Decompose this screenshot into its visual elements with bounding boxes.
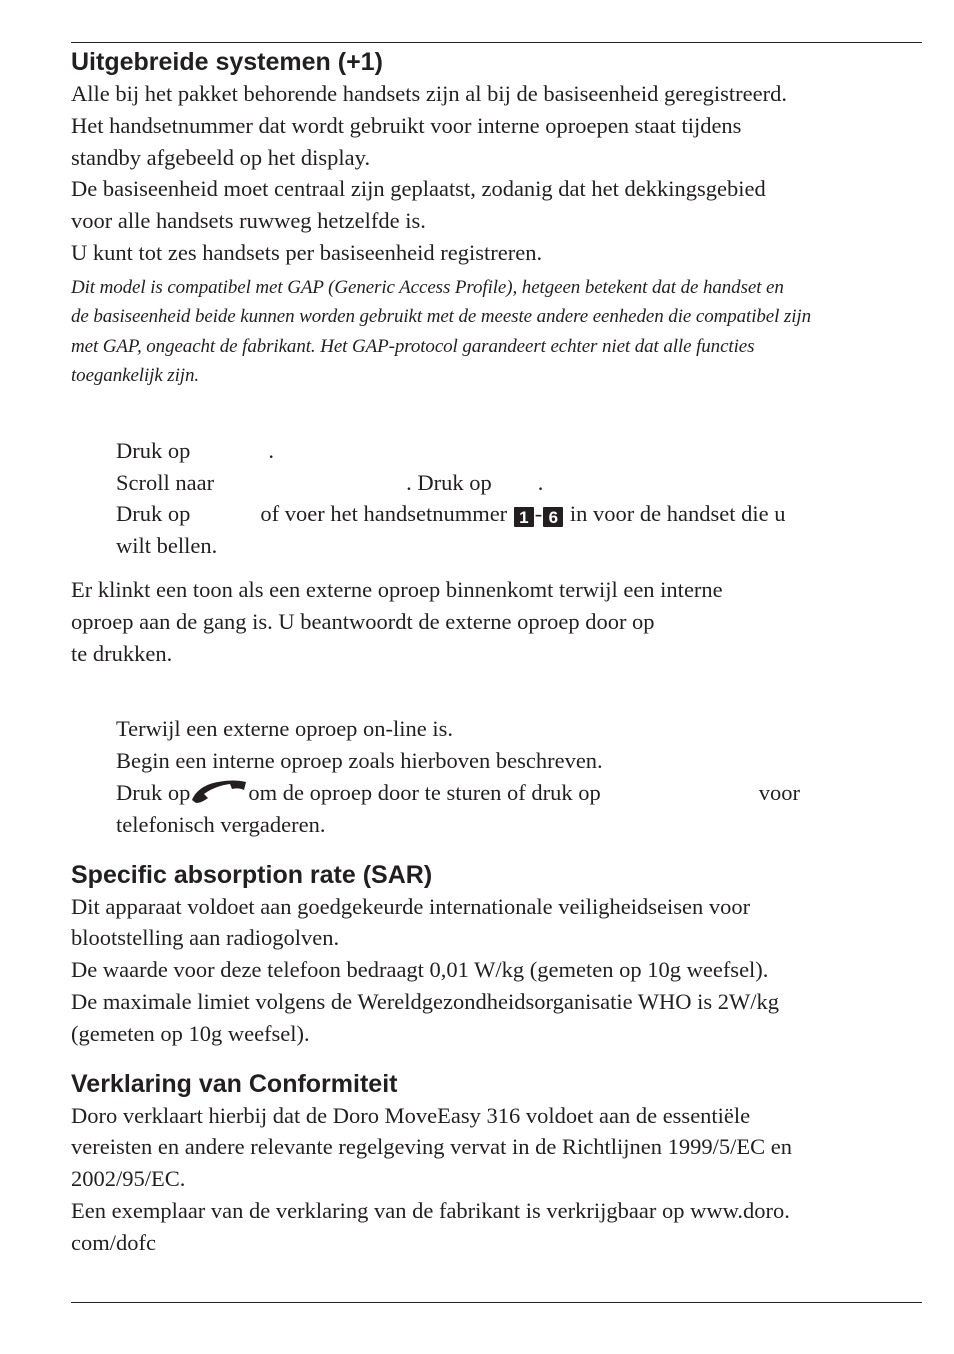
- key-1-icon: 1: [514, 507, 534, 527]
- step-3: [116, 498, 922, 530]
- paragraph-line: De waarde voor deze telefoon bedraagt 0,01 W/kg (gemeten op 10g weefsel).: [71, 957, 769, 983]
- section-heading-sar: Specific absorption rate (SAR): [71, 860, 433, 889]
- step-text: .: [537, 469, 544, 495]
- step-2: Begin een interne oproep zoals hierboven beschreven.: [116, 748, 603, 774]
- step-text: om de oproep door te sturen of druk op: [248, 779, 601, 805]
- paragraph-line: Doro verklaart hierbij dat de Doro MoveEasy 316 voldoet aan de essentiële: [71, 1102, 751, 1128]
- section-heading-extended-systems: Uitgebreide systemen (+1): [71, 48, 383, 76]
- paragraph-line: blootstelling aan radiogolven.: [71, 925, 340, 951]
- paragraph-line: Dit apparaat voldoet aan goedgekeurde internationale veiligheidseisen voor: [71, 893, 751, 919]
- paragraph-line: 2002/95/EC.: [71, 1166, 186, 1192]
- paragraph-line: voor alle handsets ruwweg hetzelfde is.: [71, 208, 426, 234]
- transfer-call-steps: [71, 713, 922, 840]
- step-text: voor: [758, 779, 801, 805]
- paragraph-line: oproep aan de gang is. U beantwoordt de externe oproep door op: [71, 608, 655, 634]
- note-line: toegankelijk zijn.: [71, 365, 199, 387]
- paragraph-line: vereisten en andere relevante regelgeving vervat in de Richtlijnen 1999/5/EC en: [71, 1134, 792, 1160]
- internal-call-steps: [71, 435, 922, 562]
- key-6-icon: 6: [543, 507, 563, 527]
- step-3-continued: telefonisch vergaderen.: [116, 811, 326, 837]
- step-text: Druk op: [116, 437, 191, 463]
- bottom-rule: [71, 1302, 922, 1303]
- paragraph-line: Het handsetnummer dat wordt gebruikt voor interne oproepen staat tijdens: [71, 112, 742, 138]
- paragraph-line: Er klinkt een toon als een externe oproep binnenkomt terwijl een interne: [71, 576, 723, 602]
- step-text: . Druk op: [406, 469, 492, 495]
- paragraph-line: De basiseenheid moet centraal zijn geplaatst, zodanig dat het dekkingsgebied: [71, 176, 766, 202]
- step-text: of voer het handsetnummer: [260, 501, 508, 527]
- step-text: -: [534, 501, 543, 527]
- step-text: Druk op: [116, 501, 191, 527]
- step-text: Druk op: [116, 779, 191, 805]
- document-page: [71, 46, 922, 1259]
- section-heading-conformity: Verklaring van Conformiteit: [71, 1069, 398, 1098]
- paragraph-line: te drukken.: [71, 640, 173, 666]
- step-3: [116, 777, 922, 809]
- step-1: Terwijl een externe oproep on-line is.: [116, 716, 454, 742]
- note-line: de basiseenheid beide kunnen worden gebruikt met de meeste andere eenheden die compatibel zijn: [71, 306, 811, 328]
- step-text: in voor de handset die u: [569, 501, 786, 527]
- note-line: Dit model is compatibel met GAP (Generic Access Profile), hetgeen betekent dat de handset en: [71, 276, 784, 298]
- paragraph-line: com/dofc: [71, 1229, 156, 1255]
- paragraph-line: (gemeten op 10g weefsel).: [71, 1020, 310, 1046]
- phone-handset-icon: [190, 778, 248, 804]
- paragraph-line: standby afgebeeld op het display.: [71, 144, 371, 170]
- paragraph-line: Een exemplaar van de verklaring van de fabrikant is verkrijgbaar op www.doro.: [71, 1197, 790, 1223]
- paragraph-line: Alle bij het pakket behorende handsets zijn al bij de basiseenheid geregistreerd.: [71, 81, 788, 106]
- step-1: [116, 435, 922, 467]
- paragraph-line: U kunt tot zes handsets per basiseenheid registreren.: [71, 239, 543, 265]
- step-text: Scroll naar: [116, 469, 215, 495]
- top-rule: [71, 42, 922, 43]
- gap-compatibility-note: [71, 273, 922, 391]
- step-text: .: [268, 437, 274, 463]
- step-3-continued: wilt bellen.: [116, 533, 218, 559]
- step-2: [116, 467, 922, 499]
- paragraph-line: De maximale limiet volgens de Wereldgezondheidsorganisatie WHO is 2W/kg: [71, 988, 780, 1014]
- note-line: met GAP, ongeacht de fabrikant. Het GAP-protocol garandeert echter niet dat alle functies: [71, 335, 755, 357]
